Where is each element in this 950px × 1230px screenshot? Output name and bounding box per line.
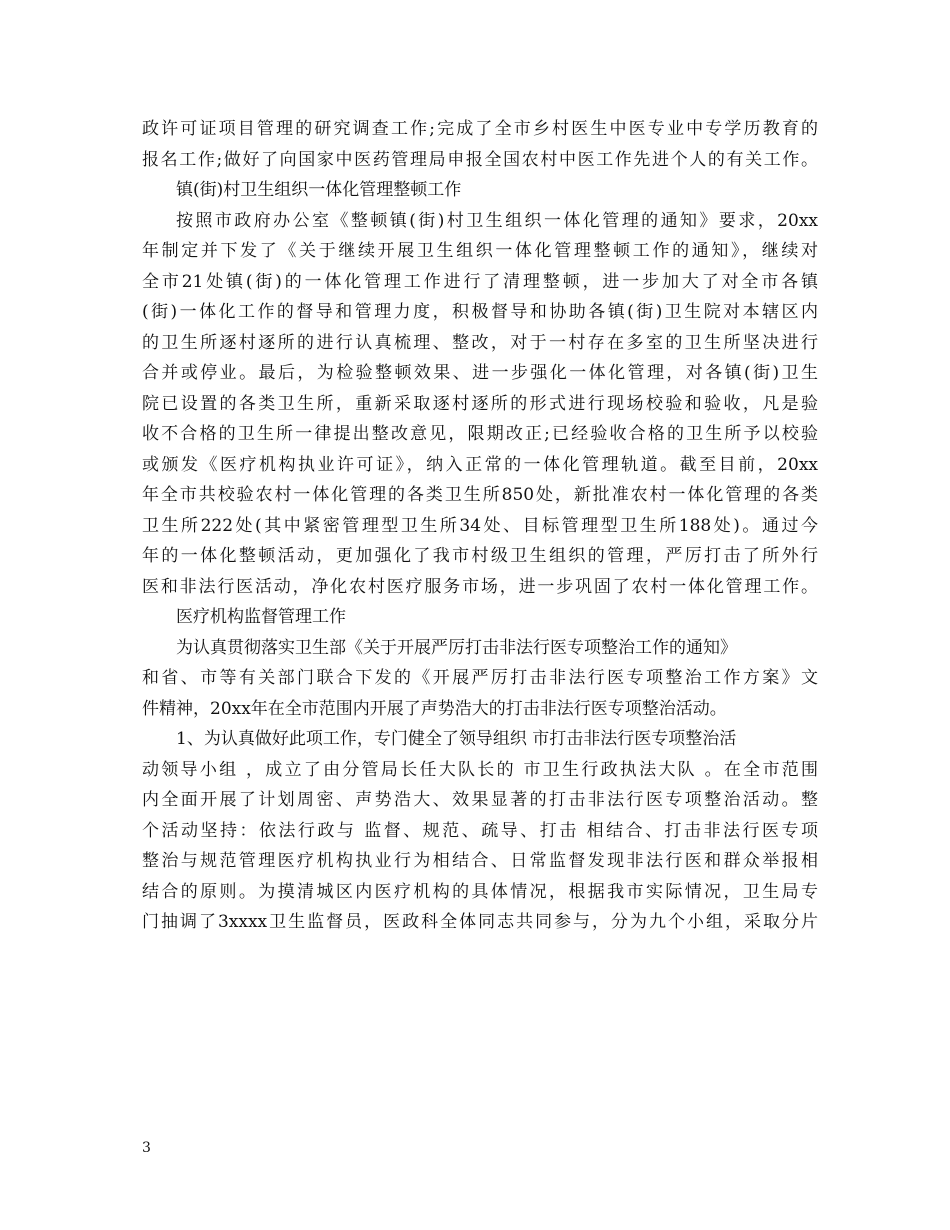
text-line: 门抽调了3xxxx卫生监督员，医政科全体同志共同参与，分为九个小组，采取分片 xyxy=(142,912,818,932)
text-line: 年制定并下发了《关于继续开展卫生组织一体化管理整顿工作的通知》，继续对 xyxy=(142,241,818,261)
text-line: 合并或停业。最后，为检验整顿效果、进一步强化一体化管理，对各镇(街)卫生 xyxy=(142,363,818,383)
text-line: 医和非法行医活动，净化农村医疗服务市场，进一步巩固了农村一体化管理工作。 xyxy=(142,576,818,597)
text-line: (街)一体化工作的督导和管理力度，积极督导和协助各镇(街)卫生院对本辖区内 xyxy=(142,302,818,322)
paragraph-line: 镇(街)村卫生组织一体化管理整顿工作 xyxy=(176,180,462,200)
text-line: 院已设置的各类卫生所，重新采取逐村逐所的形式进行现场校验和验收，凡是验 xyxy=(142,393,818,414)
text-line: 或颁发《医疗机构执业许可证》，纳入正常的一体化管理轨道。截至目前，20xx xyxy=(142,454,818,475)
text-line: 报名工作;做好了向国家中医药管理局申报全国农村中医工作先进个人的有关工作。 xyxy=(142,149,818,170)
text-line: 年的一体化整顿活动，更加强化了我市村级卫生组织的管理，严厉打击了所外行 xyxy=(142,546,818,566)
paragraph-line: 为认真贯彻落实卫生部《关于开展严厉打击非法行医专项整治工作的通知》 xyxy=(176,637,737,658)
paragraph-line: 医疗机构监督管理工作 xyxy=(176,607,346,627)
text-line: 的卫生所逐村逐所的进行认真梳理、整改，对于一村存在多室的卫生所坚决进行 xyxy=(142,332,818,353)
text-line: 年全市共校验农村一体化管理的各类卫生所850处，新批准农村一体化管理的各类 xyxy=(142,485,818,505)
text-line: 全市21处镇(街)的一体化管理工作进行了清理整顿，进一步加大了对全市各镇 xyxy=(142,271,818,292)
text-line: 结合的原则。为摸清城区内医疗机构的具体情况，根据我市实际情况，卫生局专 xyxy=(142,881,818,902)
page-number: 3 xyxy=(142,1140,151,1156)
text-line: 卫生所222处(其中紧密管理型卫生所34处、目标管理型卫生所188处)。通过今 xyxy=(142,515,818,536)
document-body xyxy=(142,114,818,938)
text-line: 整治与规范管理医疗机构执业行为相结合、日常监督发现非法行医和群众举报相 xyxy=(142,851,818,871)
paragraph-line: 1、为认真做好此项工作，专门健全了领导组织 市打击非法行医专项整治活 xyxy=(176,729,737,749)
text-line: 个活动坚持：依法行政与 监督、规范、疏导、打击 相结合、打击非法行医专项 xyxy=(142,820,818,841)
text-line: 和省、市等有关部门联合下发的《开展严厉打击非法行医专项整治工作方案》文 xyxy=(142,668,818,688)
text-line: 内全面开展了计划周密、声势浩大、效果显著的打击非法行医专项整治活动。整 xyxy=(142,790,818,810)
text-line: 动领导小组 ，成立了由分管局长任大队长的 市卫生行政执法大队 。在全市范围 xyxy=(142,759,818,780)
text-line: 收不合格的卫生所一律提出整改意见，限期改正;已经验收合格的卫生所予以校验 xyxy=(142,424,818,444)
paragraph-line: 按照市政府办公室《整顿镇(街)村卫生组织一体化管理的通知》要求，20xx xyxy=(176,210,818,231)
text-line: 件精神，20xx年在全市范围内开展了声势浩大的打击非法行医专项整治活动。 xyxy=(142,698,727,719)
text-line: 政许可证项目管理的研究调查工作;完成了全市乡村医生中医专业中专学历教育的 xyxy=(142,119,818,139)
